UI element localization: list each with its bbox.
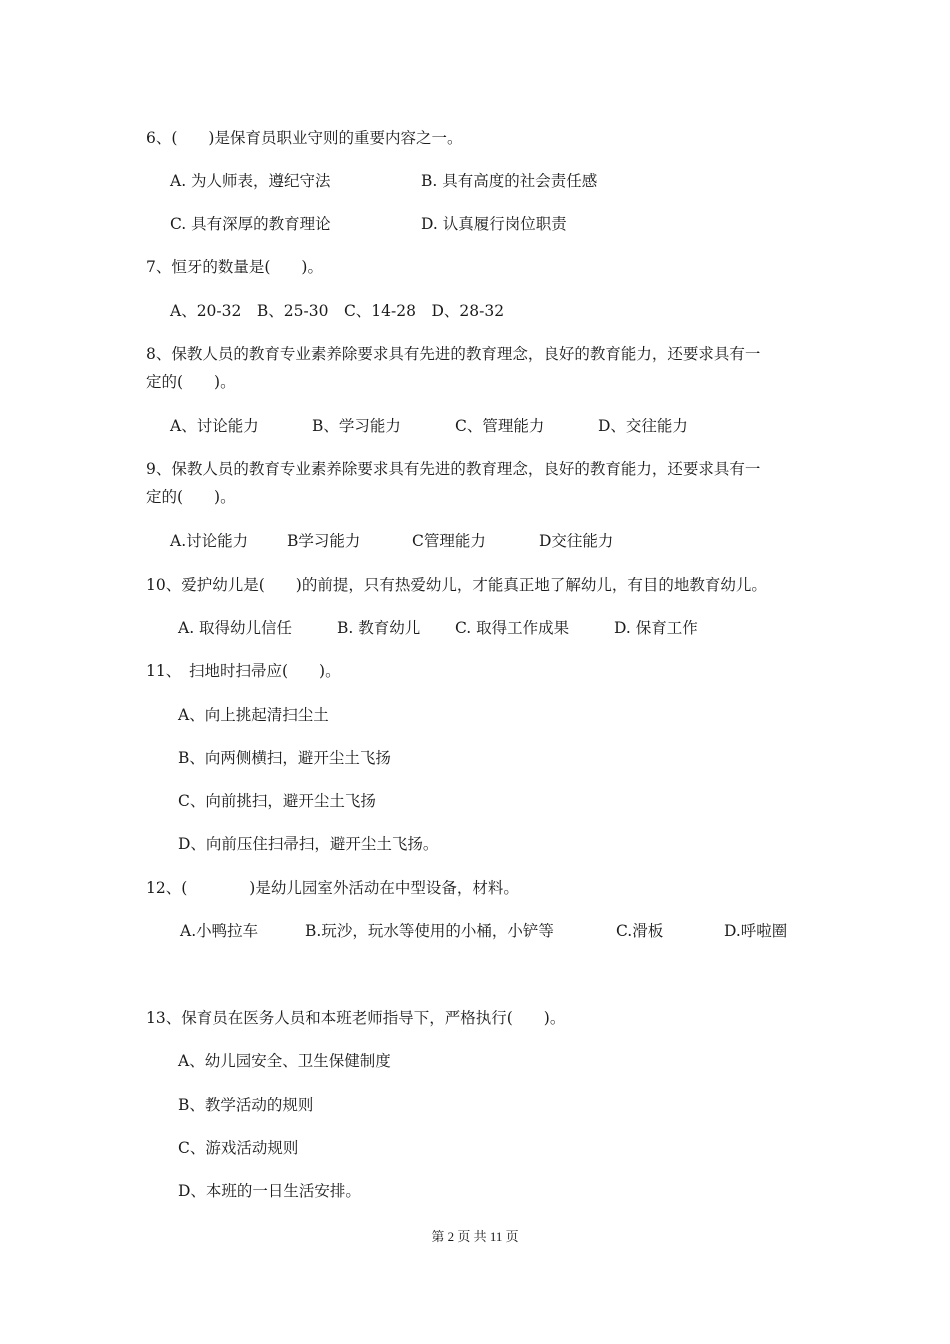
question-12-option-b: B.玩沙，玩水等使用的小桶，小铲等 bbox=[305, 922, 554, 940]
question-11-stem: 11、 扫地时扫帚应( )。 bbox=[146, 662, 341, 680]
question-12-stem: 12、( )是幼儿园室外活动在中型设备，材料。 bbox=[146, 879, 519, 897]
page-number-footer: 第 2 页 共 11 页 bbox=[431, 1229, 519, 1244]
question-9-stem-line1: 9、保教人员的教育专业素养除要求具有先进的教育理念，良好的教育能力，还要求具有一 bbox=[146, 460, 761, 478]
question-6-option-d: D. 认真履行岗位职责 bbox=[421, 215, 567, 233]
question-8-option-b: B、学习能力 bbox=[312, 417, 401, 435]
question-12-option-d: D.呼啦圈 bbox=[724, 922, 788, 940]
question-10-option-d: D. 保育工作 bbox=[614, 619, 698, 637]
question-13-option-d: D、本班的一日生活安排。 bbox=[178, 1182, 361, 1200]
question-12-option-c: C.滑板 bbox=[616, 922, 664, 940]
question-11-option-c: C、向前挑扫，避开尘土飞扬 bbox=[178, 792, 376, 810]
question-9-option-d: D交往能力 bbox=[539, 532, 614, 550]
question-8-stem-line2: 定的( )。 bbox=[146, 373, 236, 391]
question-11-option-d: D、向前压住扫帚扫，避开尘土飞扬。 bbox=[178, 835, 439, 853]
question-6-option-b: B. 具有高度的社会责任感 bbox=[421, 172, 598, 190]
question-12-option-a: A.小鸭拉车 bbox=[180, 922, 259, 940]
question-13-option-c: C、游戏活动规则 bbox=[178, 1139, 299, 1157]
question-8-option-a: A、讨论能力 bbox=[170, 417, 259, 435]
question-7-stem: 7、恒牙的数量是( )。 bbox=[146, 258, 323, 276]
question-6-option-a: A. 为人师表，遵纪守法 bbox=[170, 172, 331, 190]
question-13-option-a: A、幼儿园安全、卫生保健制度 bbox=[178, 1052, 391, 1070]
question-8-stem-line1: 8、保教人员的教育专业素养除要求具有先进的教育理念，良好的教育能力，还要求具有一 bbox=[146, 345, 761, 363]
question-11-option-a: A、向上挑起清扫尘土 bbox=[178, 706, 329, 724]
question-8-option-d: D、交往能力 bbox=[598, 417, 688, 435]
question-10-option-a: A. 取得幼儿信任 bbox=[178, 619, 293, 637]
question-6-option-c: C. 具有深厚的教育理论 bbox=[170, 215, 331, 233]
question-13-option-b: B、教学活动的规则 bbox=[178, 1096, 314, 1114]
question-10-option-b: B. 教育幼儿 bbox=[337, 619, 421, 637]
question-13-stem: 13、保育员在医务人员和本班老师指导下，严格执行( )。 bbox=[146, 1009, 566, 1027]
question-11-option-b: B、向两侧横扫，避开尘土飞扬 bbox=[178, 749, 391, 767]
question-10-option-c: C. 取得工作成果 bbox=[455, 619, 570, 637]
question-9-stem-line2: 定的( )。 bbox=[146, 488, 236, 506]
question-10-stem: 10、爱护幼儿是( )的前提，只有热爱幼儿，才能真正地了解幼儿，有目的地教育幼儿。 bbox=[146, 576, 767, 594]
question-9-option-a: A.讨论能力 bbox=[170, 532, 249, 550]
question-7-options: A、20-32 B、25-30 C、14-28 D、28-32 bbox=[170, 302, 505, 320]
question-9-option-c: C管理能力 bbox=[412, 532, 486, 550]
question-9-option-b: B学习能力 bbox=[287, 532, 361, 550]
question-6-stem: 6、( )是保育员职业守则的重要内容之一。 bbox=[146, 129, 463, 147]
question-8-option-c: C、管理能力 bbox=[455, 417, 545, 435]
